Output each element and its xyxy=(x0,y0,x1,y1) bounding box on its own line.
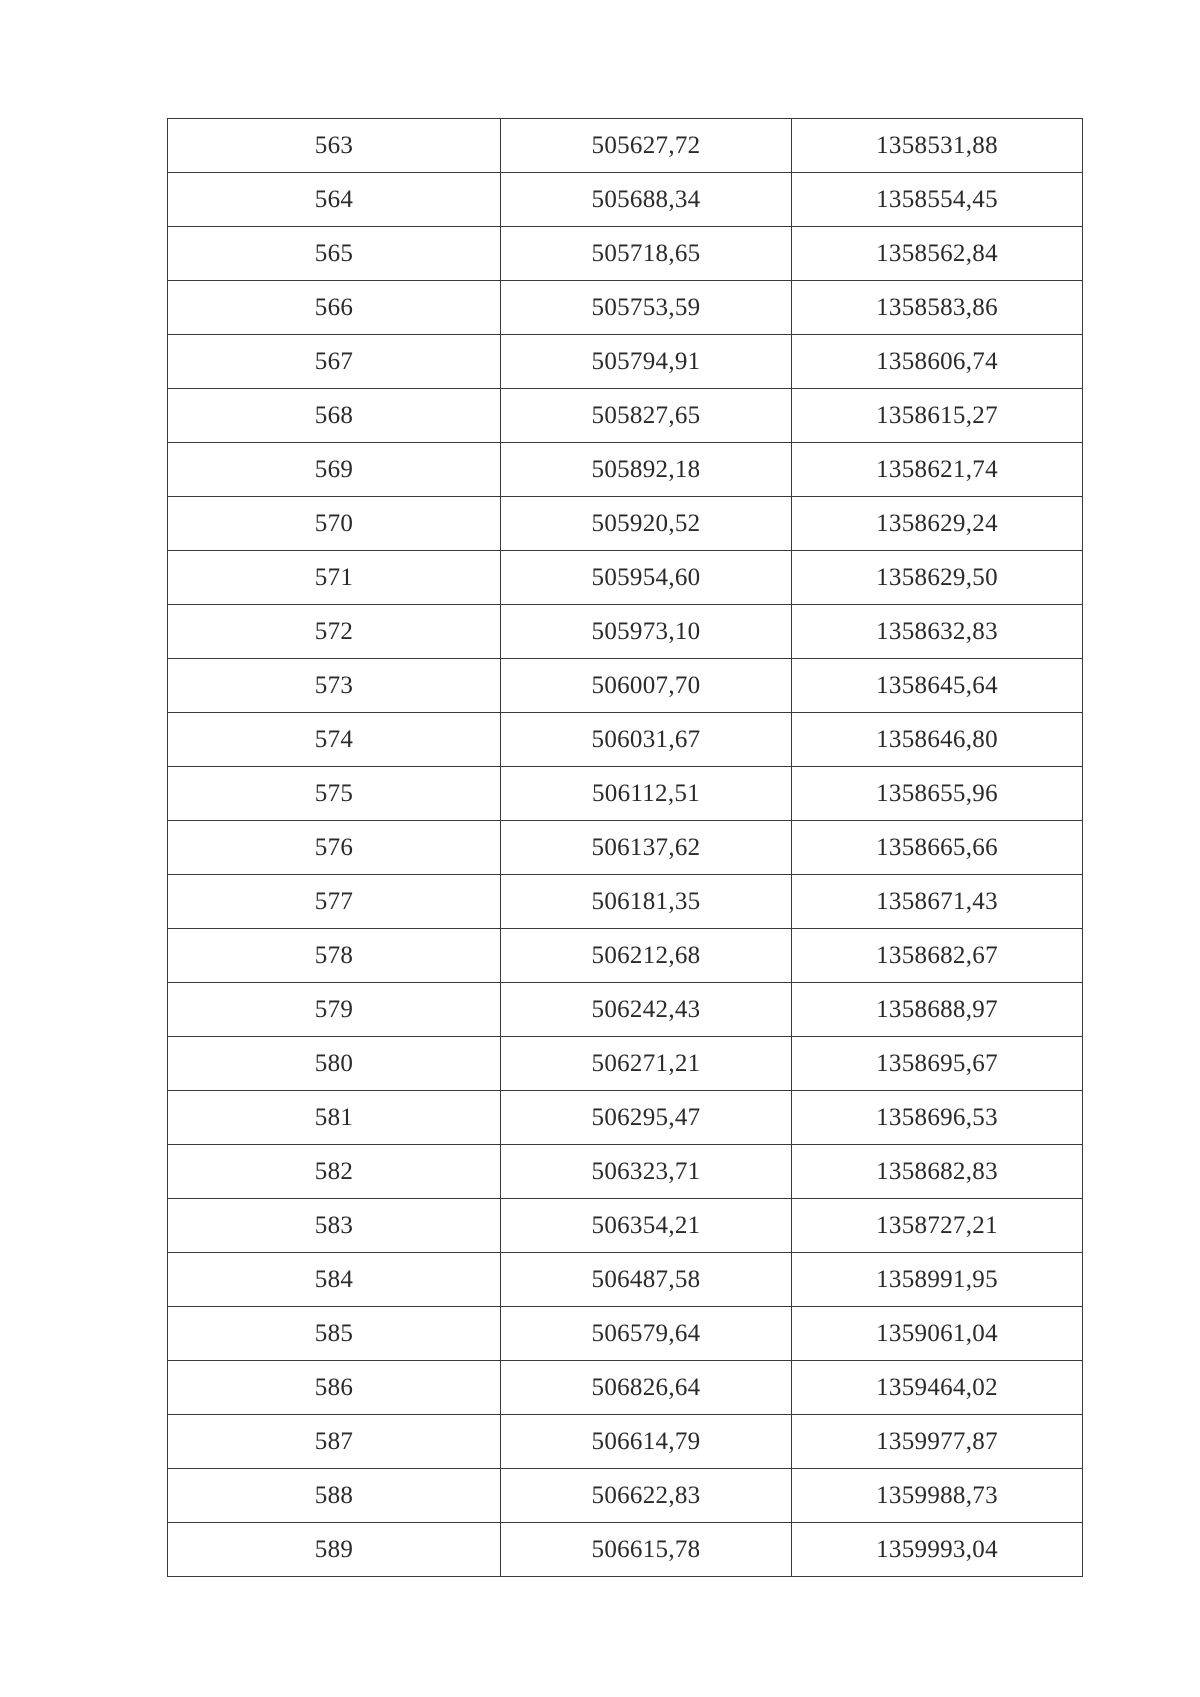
point-number-cell: 586 xyxy=(168,1361,501,1415)
x-coordinate-cell: 506007,70 xyxy=(501,659,792,713)
table-row xyxy=(168,1523,1083,1577)
point-number-cell: 585 xyxy=(168,1307,501,1361)
x-coordinate-cell: 506137,62 xyxy=(501,821,792,875)
y-coordinate-cell: 1358621,74 xyxy=(792,443,1083,497)
table-row xyxy=(168,659,1083,713)
x-coordinate-cell: 506826,64 xyxy=(501,1361,792,1415)
x-coordinate-cell: 506354,21 xyxy=(501,1199,792,1253)
x-coordinate-cell: 506031,67 xyxy=(501,713,792,767)
y-coordinate-cell: 1358991,95 xyxy=(792,1253,1083,1307)
table-row xyxy=(168,983,1083,1037)
table-row xyxy=(168,713,1083,767)
table-row xyxy=(168,875,1083,929)
point-number-cell: 589 xyxy=(168,1523,501,1577)
table-row xyxy=(168,821,1083,875)
y-coordinate-cell: 1359061,04 xyxy=(792,1307,1083,1361)
x-coordinate-cell: 506271,21 xyxy=(501,1037,792,1091)
point-number-cell: 581 xyxy=(168,1091,501,1145)
point-number-cell: 578 xyxy=(168,929,501,983)
x-coordinate-cell: 506295,47 xyxy=(501,1091,792,1145)
table-row xyxy=(168,119,1083,173)
x-coordinate-cell: 505688,34 xyxy=(501,173,792,227)
table-row xyxy=(168,551,1083,605)
y-coordinate-cell: 1358629,50 xyxy=(792,551,1083,605)
y-coordinate-cell: 1358629,24 xyxy=(792,497,1083,551)
x-coordinate-cell: 506615,78 xyxy=(501,1523,792,1577)
x-coordinate-cell: 505827,65 xyxy=(501,389,792,443)
table-row xyxy=(168,1469,1083,1523)
point-number-cell: 577 xyxy=(168,875,501,929)
coordinates-table xyxy=(167,118,1083,1577)
x-coordinate-cell: 505753,59 xyxy=(501,281,792,335)
point-number-cell: 579 xyxy=(168,983,501,1037)
y-coordinate-cell: 1358606,74 xyxy=(792,335,1083,389)
x-coordinate-cell: 506487,58 xyxy=(501,1253,792,1307)
y-coordinate-cell: 1358645,64 xyxy=(792,659,1083,713)
point-number-cell: 575 xyxy=(168,767,501,821)
coordinates-table-body xyxy=(168,119,1083,1577)
point-number-cell: 573 xyxy=(168,659,501,713)
point-number-cell: 584 xyxy=(168,1253,501,1307)
y-coordinate-cell: 1358562,84 xyxy=(792,227,1083,281)
table-row xyxy=(168,281,1083,335)
table-row xyxy=(168,173,1083,227)
x-coordinate-cell: 505920,52 xyxy=(501,497,792,551)
table-row xyxy=(168,1037,1083,1091)
x-coordinate-cell: 506181,35 xyxy=(501,875,792,929)
table-row xyxy=(168,1145,1083,1199)
point-number-cell: 572 xyxy=(168,605,501,659)
point-number-cell: 563 xyxy=(168,119,501,173)
point-number-cell: 583 xyxy=(168,1199,501,1253)
x-coordinate-cell: 505794,91 xyxy=(501,335,792,389)
x-coordinate-cell: 505892,18 xyxy=(501,443,792,497)
y-coordinate-cell: 1358665,66 xyxy=(792,821,1083,875)
table-row xyxy=(168,1415,1083,1469)
x-coordinate-cell: 506323,71 xyxy=(501,1145,792,1199)
table-row xyxy=(168,605,1083,659)
y-coordinate-cell: 1358583,86 xyxy=(792,281,1083,335)
table-row xyxy=(168,767,1083,821)
point-number-cell: 580 xyxy=(168,1037,501,1091)
x-coordinate-cell: 506112,51 xyxy=(501,767,792,821)
table-row xyxy=(168,389,1083,443)
point-number-cell: 574 xyxy=(168,713,501,767)
point-number-cell: 565 xyxy=(168,227,501,281)
y-coordinate-cell: 1359993,04 xyxy=(792,1523,1083,1577)
point-number-cell: 588 xyxy=(168,1469,501,1523)
y-coordinate-cell: 1358682,67 xyxy=(792,929,1083,983)
x-coordinate-cell: 505627,72 xyxy=(501,119,792,173)
y-coordinate-cell: 1358632,83 xyxy=(792,605,1083,659)
table-row xyxy=(168,1307,1083,1361)
y-coordinate-cell: 1358727,21 xyxy=(792,1199,1083,1253)
x-coordinate-cell: 506579,64 xyxy=(501,1307,792,1361)
y-coordinate-cell: 1359988,73 xyxy=(792,1469,1083,1523)
x-coordinate-cell: 505973,10 xyxy=(501,605,792,659)
y-coordinate-cell: 1358696,53 xyxy=(792,1091,1083,1145)
point-number-cell: 564 xyxy=(168,173,501,227)
y-coordinate-cell: 1358615,27 xyxy=(792,389,1083,443)
table-row xyxy=(168,443,1083,497)
x-coordinate-cell: 505718,65 xyxy=(501,227,792,281)
point-number-cell: 570 xyxy=(168,497,501,551)
x-coordinate-cell: 505954,60 xyxy=(501,551,792,605)
table-row xyxy=(168,929,1083,983)
x-coordinate-cell: 506242,43 xyxy=(501,983,792,1037)
y-coordinate-cell: 1358646,80 xyxy=(792,713,1083,767)
table-row xyxy=(168,1091,1083,1145)
y-coordinate-cell: 1358688,97 xyxy=(792,983,1083,1037)
y-coordinate-cell: 1359977,87 xyxy=(792,1415,1083,1469)
table-row xyxy=(168,227,1083,281)
point-number-cell: 566 xyxy=(168,281,501,335)
y-coordinate-cell: 1358531,88 xyxy=(792,119,1083,173)
point-number-cell: 567 xyxy=(168,335,501,389)
y-coordinate-cell: 1358554,45 xyxy=(792,173,1083,227)
x-coordinate-cell: 506614,79 xyxy=(501,1415,792,1469)
y-coordinate-cell: 1358695,67 xyxy=(792,1037,1083,1091)
table-row xyxy=(168,1253,1083,1307)
point-number-cell: 569 xyxy=(168,443,501,497)
table-row xyxy=(168,335,1083,389)
x-coordinate-cell: 506212,68 xyxy=(501,929,792,983)
table-row xyxy=(168,1361,1083,1415)
x-coordinate-cell: 506622,83 xyxy=(501,1469,792,1523)
y-coordinate-cell: 1359464,02 xyxy=(792,1361,1083,1415)
y-coordinate-cell: 1358655,96 xyxy=(792,767,1083,821)
table-row xyxy=(168,497,1083,551)
point-number-cell: 587 xyxy=(168,1415,501,1469)
y-coordinate-cell: 1358671,43 xyxy=(792,875,1083,929)
point-number-cell: 571 xyxy=(168,551,501,605)
y-coordinate-cell: 1358682,83 xyxy=(792,1145,1083,1199)
table-row xyxy=(168,1199,1083,1253)
point-number-cell: 568 xyxy=(168,389,501,443)
point-number-cell: 582 xyxy=(168,1145,501,1199)
point-number-cell: 576 xyxy=(168,821,501,875)
